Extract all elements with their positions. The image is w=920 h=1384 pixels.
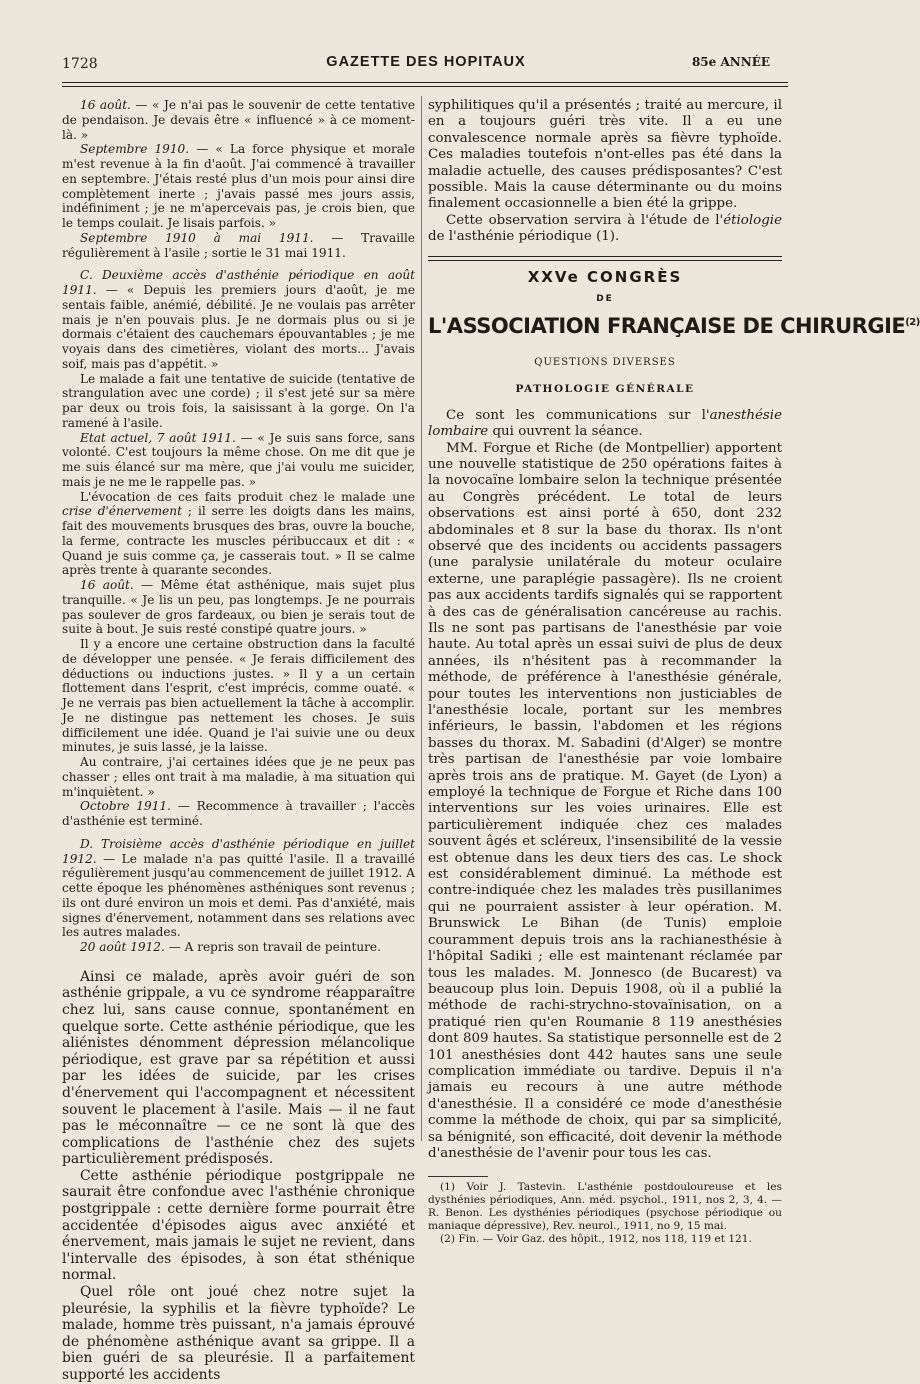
entry-text: — Même état asthénique, mais sujet plus tranquille. « Je lis un peu, pas longtemps. Je ne pourrais pas soulever de gros fardeaux, ou bien je serais tout de suite à bout. Je suis resté constipé quatre jours. »: [62, 578, 415, 637]
entry-text: — Travaille régulièrement à l'asile ; sortie le 31 mai 1911.: [62, 230, 415, 260]
entry-date: Octobre 1911.: [80, 799, 171, 814]
entry-text: Ce sont les communications sur l': [446, 407, 710, 423]
footnote: (1) Voir J. Tastevin. L'asthénie postdouloureuse et les dysthénies périodiques, Ann. méd. psychol., 1911, nos 2, 3, 4. — R. Benon. Les dysthénies périodiques (psychose périodique ou maniaque dépressive), Rev. neurol., 1911, no 9, 15 mai.: [428, 1181, 782, 1233]
entry-text: — « Depuis les premiers jours d'août, je me sentais faible, anémié, débilité. Je ne voulais pas arrêter mais je n'en pouvais plus. Je ne dormais plus ou si je dormais c'étaient des cauchemars épouvantables ; je me voyais dans des cimetières, violant des morts... J'avais soif, mais pas d'appétit. »: [62, 283, 415, 371]
paragraph: MM. Forgue et Riche (de Montpellier) apportent une nouvelle statistique de 250 opérations faites à la novocaïne lombaire selon la technique présentée au Congrès précédent. Le total de leurs observations est ainsi porté à 650, dont 232 abdominales et 8 sur la base du thorax. Ils n'ont observé que des incidents ou accidents passagers (une paralysie unilatérale du moteur oculaire externe, une paraplégie passagère). Ils ne croient pas aux accidents tardifs signalés qui se rapportent à des cas de généralisation cancéreuse au rachis. Ils ne sont pas partisans de l'anesthésie par voie haute. Au total après un essai suivi de plus de deux années, ils n'hésitent pas à recommander la méthode, de préférence à l'anesthésie générale, pour toutes les interventions non justiciables de l'anesthésie locale, portant sur les membres inférieurs, le bassin, l'abdomen et les régions basses du thorax. M. Sabadini (d'Alger) se montre très partisan de l'anesthésie par voie lombaire après trois ans de pratique. M. Gayet (de Lyon) a employé la technique de Forgue et Riche dans 100 interventions sur les voies urinaires. Elle est particulièrement indiquée chez ces malades souvent âgés et scléreux, l'insensibilité de la vessie est obtenue dans les deux tiers des cas. Le shock est considérablement diminué. La méthode est contre-indiquée chez les malades très pusillanimes qui ne pourraient assister à leur opération. M. Brunswick Le Bihan (de Tunis) emploie couramment depuis trois ans la rachianesthésie à l'hôpital Sadiki ; elle est maintenant réclamée par tous les malades. M. Jonnesco (de Bucarest) va beaucoup plus loin. Depuis 1908, où il a publié la méthode de rachi-strychno-stovaïnisation, on a pratiqué rien qu'en Roumanie 8 119 anesthésies dont 809 hautes. Sa statistique personnelle est de 2 101 anesthésies dont 442 hautes sans une seule complication immédiate ou tardive. Depuis il n'a jamais eu recours à une autre méthode d'anesthésie. Il a considéré ce mode d'anesthésie comme la méthode de choix, qui par sa simplicité, sa bénignité, son efficacité, doit devenir la méthode d'anesthésie de l'avenir pour tous les cas.: [428, 440, 782, 1161]
paragraph: [62, 268, 415, 371]
entry-text: ; il serre les doigts dans les mains, fait des mouvements brusques des bras, ouvre la bouche, la ferme, contracte les muscles péribuccaux et dit : « Quand je suis comme ça, je casserais tout. » Il se calme après trente à quarante secondes.: [62, 504, 416, 578]
entry-date: Septembre 1910 à mai 1911.: [80, 230, 314, 245]
paragraph: Cette asthénie périodique postgrippale ne saurait être confondue avec l'asthénie chronique postgrippale : cette dernière forme pourrait être accidentée d'épisodes aigus avec anxiété et énervement, mais jamais le sujet ne revient, dans l'intervalle des épisodes, à son état sthénique normal.: [62, 1167, 415, 1284]
column-separator: [421, 96, 422, 1141]
entry-text: — « La force physique et morale m'est revenue à la fin d'août. J'ai commencé à travailler en septembre. J'étais resté plus d'un mois pour ainsi dire complètement inerte ; j'avais passé mes jours assis, indéfiniment ; je ne m'apercevais pas, je crois bien, que le temps coulait. Je lisais parfois. »: [62, 142, 415, 230]
paragraph: [428, 408, 782, 441]
header-rule: [62, 82, 788, 83]
entry-date: 16 août.: [80, 578, 134, 592]
italic-term: étiologie: [723, 212, 782, 228]
paragraph: [62, 940, 415, 955]
footnote-rule: [428, 1176, 488, 1177]
section-rule: [428, 256, 782, 257]
paragraph: Au contraire, j'ai certaines idées que je ne peux pas chasser ; elles ont trait à ma maladie, à ma situation qui m'inquiètent. »: [62, 755, 415, 799]
page-header: [62, 54, 790, 76]
paragraph: syphilitiques qu'il a présentés ; traité au mercure, il en a toujours guéri très vite. Il a eu une convalescence normale après sa fièvre typhoïde. Ces maladies toutefois n'ont-elles pas été dans la maladie actuelle, des causes prédisposantes? C'est possible. Mais la cause déterminante ou du moins finalement occasionnelle a bien été la grippe.: [428, 98, 782, 212]
entry-text: L'évocation de ces faits produit chez le malade une: [80, 489, 415, 504]
entry-date: Etat actuel, 7 août 1911.: [80, 430, 236, 445]
entry-date: 16 août.: [80, 98, 131, 112]
entry-text: — Le malade n'a pas quitté l'asile. Il a travaillé régulièrement jusqu'au commencement de juillet 1912. A cette époque les phénomènes asthéniques sont revenus ; ils ont duré environ un mois et demi. Pas d'anxiété, mais signes d'énervement, notamment dans ses relations avec les autres malades.: [62, 851, 415, 940]
paragraph: Quel rôle ont joué chez notre sujet la pleurésie, la syphilis et la fièvre typhoïde? Le malade, homme très puissant, n'a jamais éprouvé de phénomène asthénique avant sa grippe. Il a bien guéri de sa pleurésie. Il a parfaitement supporté les accidents: [62, 1284, 415, 1383]
congress-association: L'ASSOCIATION FRANÇAISE DE CHIRURGIE$^{(2)}$: [428, 314, 920, 339]
entry-text: Cette observation servira à l'étude de l': [446, 212, 724, 228]
paragraph: [62, 578, 415, 637]
paragraph: Il y a encore une certaine obstruction dans la faculté de développer une pensée. « Je ferais difficilement des déductions ou inductions justes. » Il y a un certain flottement dans l'esprit, c'est imprécis, comme ouaté. « Je ne verrais pas bien actuellement la tâche à accomplir. Je ne distingue pas nettement les choses. Je suis difficilement une idée. Quand je l'ai suivie une ou deux minutes, je suis lassé, je la laisse.: [62, 637, 415, 755]
section-heading: D. Troisième accès d'asthénie périodique en juillet 1912.: [62, 836, 415, 866]
paragraph: [62, 98, 415, 142]
header-rule-2: [62, 86, 788, 87]
paragraph: [62, 837, 415, 940]
paragraph: Le malade a fait une tentative de suicide (tentative de strangulation avec une corde) ; il s'est jeté sur sa mère par deux ou trois fois, la saisissant à la gorge. On l'a ramené à l'asile.: [62, 371, 415, 430]
footnotes: [428, 1176, 782, 1246]
entry-text: de l'asthénie périodique (1).: [428, 229, 620, 245]
paragraph: [62, 231, 415, 261]
paragraph: Ainsi ce malade, après avoir guéri de son asthénie grippale, a vu ce syndrome réapparaître chez lui, sans cause connue, spontanément en quelque sorte. Cette asthénie périodique, que les aliénistes dénomment dépression mélancolique périodique, est grave par sa répétition et aussi par les idées de suicide, par les crises d'énervement qui l'accompagnent et nécessitent souvent le placement à l'asile. Mais — il ne faut pas le méconnaître — ce ne sont là que des complications de l'asthénie chez des sujets particulièrement prédisposés.: [62, 968, 415, 1168]
paragraph: [62, 799, 415, 829]
entry-text: — A repris son travail de peinture.: [164, 940, 381, 954]
congress-de: DE: [596, 294, 614, 305]
page-number: 1728: [62, 56, 98, 72]
left-column: [62, 98, 415, 1384]
journal-year: 85e ANNÉE: [691, 55, 770, 69]
section-title: QUESTIONS DIVERSES: [534, 356, 676, 368]
entry-date: 20 août 1912.: [80, 940, 165, 954]
section-rule-2: [428, 260, 782, 261]
footnote: (2) Fin. — Voir Gaz. des hôpit., 1912, nos 118, 119 et 121.: [440, 1233, 752, 1246]
right-column: [428, 98, 920, 1246]
entry-text: — « Je n'ai pas le souvenir de cette tentative de pendaison. Je devais être « influencé » à ce moment-là. »: [62, 98, 415, 142]
italic-term: crise d'énervement: [62, 504, 182, 519]
entry-text: qui ouvrent la séance.: [488, 424, 643, 440]
italic-term: anesthésie lombaire: [428, 407, 782, 440]
congress-heading: [428, 267, 920, 339]
section-heading: C. Deuxième accès d'asthénie périodique en août 1911.: [62, 268, 415, 297]
footnote-ref: (2): [905, 317, 920, 329]
entry-text: — « Je suis sans force, sans volonté. C'est toujours la même chose. On me dit que je me suis élancé sur ma mère, que j'ai voulu me suicider, mais je ne me le rappelle pas. »: [62, 430, 415, 489]
entry-date: Septembre 1910.: [80, 142, 190, 157]
paragraph: [62, 142, 415, 231]
paragraph: [62, 431, 415, 490]
section-subtitle: PATHOLOGIE GÉNÉRALE: [515, 383, 695, 396]
paragraph: [62, 490, 415, 579]
congress-title: XXVe CONGRÈS: [527, 267, 683, 286]
paragraph: [428, 213, 782, 246]
entry-text: — Recommence à travailler ; l'accès d'asthénie est terminé.: [62, 799, 415, 828]
journal-title: GAZETTE DES HOPITAUX: [326, 54, 526, 70]
